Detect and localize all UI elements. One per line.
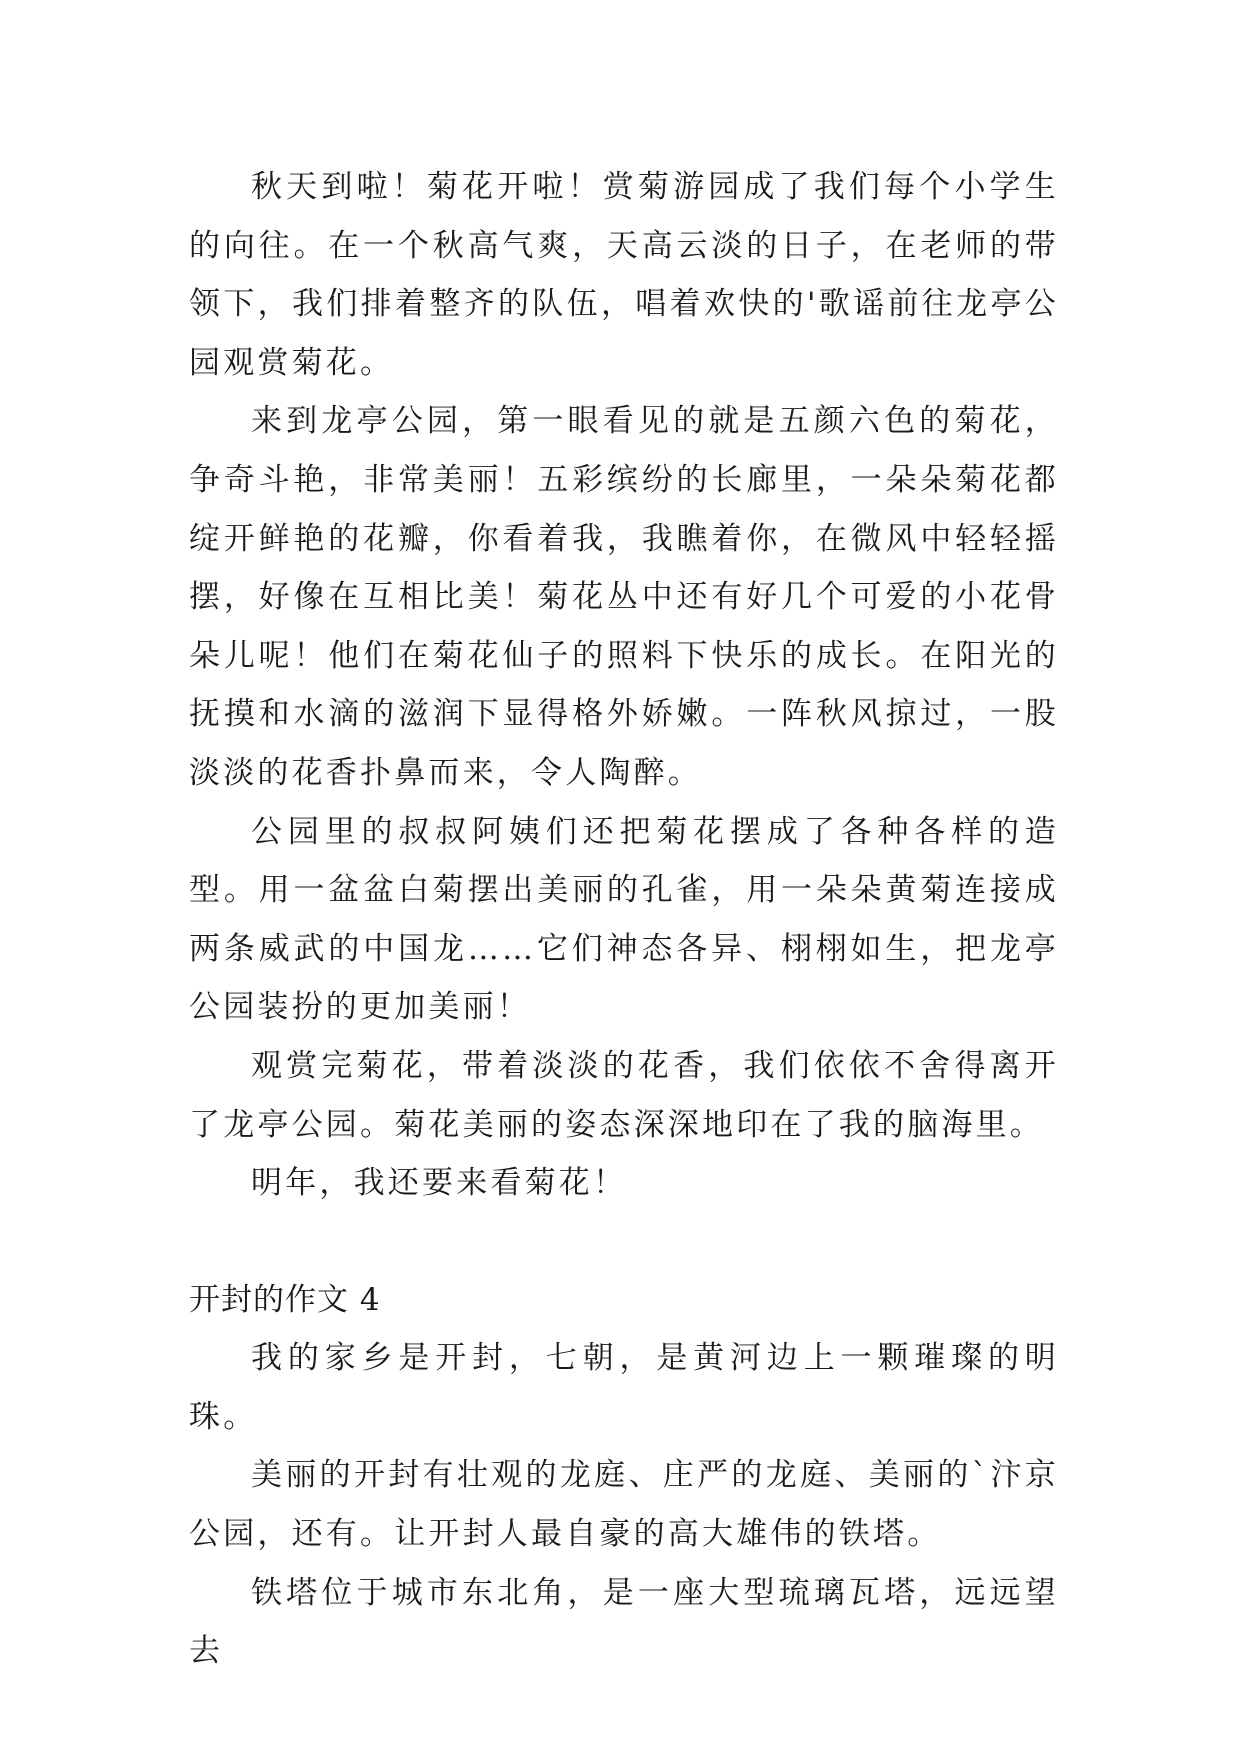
paragraph-flower-shapes: 公园里的叔叔阿姨们还把菊花摆成了各种各样的造型。用一盆盆白菊摆出美丽的孔雀，用一朵朵黄菊连接成两条威武的中国龙……它们神态各异、栩栩如生，把龙亭公园装扮的更加美丽！ xyxy=(189,813,1059,1026)
document-body xyxy=(189,158,1059,1681)
paragraph-leaving: 观赏完菊花，带着淡淡的花香，我们依依不舍得离开了龙亭公园。菊花美丽的姿态深深地印在了我的脑海里。 xyxy=(189,1047,1059,1143)
paragraph-landmarks: 美丽的开封有壮观的龙庭、庄严的龙庭、美丽的`汴京公园，还有。让开封人最自豪的高大雄伟的铁塔。 xyxy=(189,1457,1059,1553)
paragraph-park-arrival: 来到龙亭公园，第一眼看见的就是五颜六色的菊花，争奇斗艳，非常美丽！五彩缤纷的长廊里，一朵朵菊花都绽开鲜艳的花瓣，你看着我，我瞧着你，在微风中轻轻摇摆，好像在互相比美！菊花丛中还有好几个可爱的小花骨朵儿呢！他们在菊花仙子的照料下快乐的成长。在阳光的抚摸和水滴的滋润下显得格外娇嫩。一阵秋风掠过，一股淡淡的花香扑鼻而来，令人陶醉。 xyxy=(189,403,1059,791)
section-heading: 开封的作文 4 xyxy=(189,1281,381,1318)
paragraph-iron-pagoda: 铁塔位于城市东北角，是一座大型琉璃瓦塔，远远望去 xyxy=(189,1574,1059,1670)
paragraph-autumn-intro: 秋天到啦！菊花开啦！赏菊游园成了我们每个小学生的向往。在一个秋高气爽，天高云淡的日子，在老师的带领下，我们排着整齐的队伍，唱着欢快的'歌谣前往龙亭公园观赏菊花。 xyxy=(189,169,1059,381)
paragraph-next-year: 明年，我还要来看菊花！ xyxy=(251,1165,628,1202)
paragraph-hometown: 我的家乡是开封，七朝，是黄河边上一颗璀璨的明珠。 xyxy=(189,1340,1059,1435)
